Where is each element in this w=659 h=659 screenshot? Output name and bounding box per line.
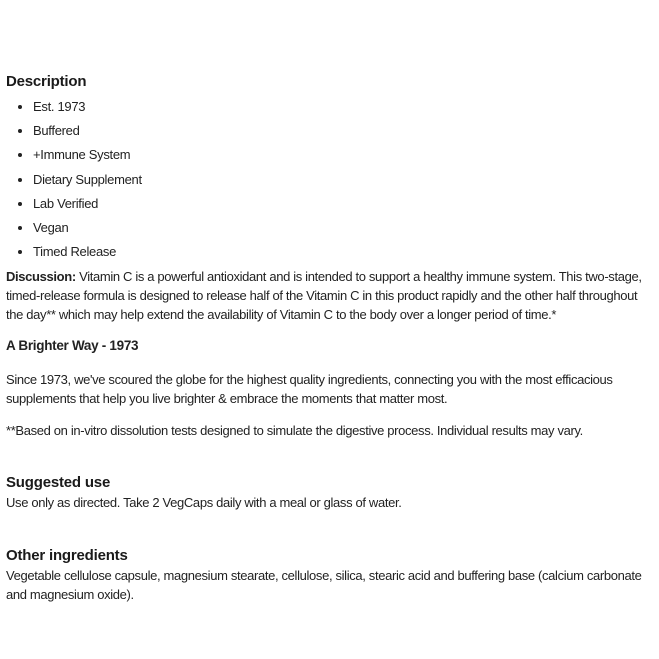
- description-list: [6, 97, 142, 266]
- list-item: • +Immune System: [33, 145, 142, 169]
- list-item: • Buffered: [33, 121, 142, 145]
- discussion-paragraph: [6, 267, 656, 324]
- description-heading: Description: [6, 73, 87, 90]
- brand-paragraph: Since 1973, we've scoured the globe for the highest quality ingredients, connecting you with the most efficacious supplements that help you live brighter & embrace the moments that matter most.: [6, 372, 613, 406]
- list-item: • Est. 1973: [33, 97, 142, 121]
- other-ingredients-heading: Other ingredients: [6, 547, 128, 564]
- suggested-use-text: Use only as directed. Take 2 VegCaps daily with a meal or glass of water.: [6, 495, 402, 510]
- list-item: • Vegan: [33, 218, 142, 242]
- brand-heading: A Brighter Way - 1973: [6, 338, 139, 353]
- suggested-use-heading: Suggested use: [6, 474, 111, 491]
- list-item: • Dietary Supplement: [33, 170, 142, 194]
- discussion-text: Vitamin C is a powerful antioxidant and is intended to support a healthy immune system. This two-stage, timed-release formula is designed to release half of the Vitamin C in this product rapidly and the other half throughout the day** which may help extend the availability of Vitamin C to the body over a longer period of time.*: [6, 269, 642, 322]
- discussion-label: Discussion:: [6, 269, 76, 284]
- list-item: • Lab Verified: [33, 194, 142, 218]
- footnote: **Based on in-vitro dissolution tests designed to simulate the digestive process. Individual results may vary.: [6, 423, 583, 438]
- list-item: • Timed Release: [33, 242, 142, 266]
- other-ingredients-text: Vegetable cellulose capsule, magnesium stearate, cellulose, silica, stearic acid and buffering base (calcium carbonate and magnesium oxide).: [6, 568, 642, 602]
